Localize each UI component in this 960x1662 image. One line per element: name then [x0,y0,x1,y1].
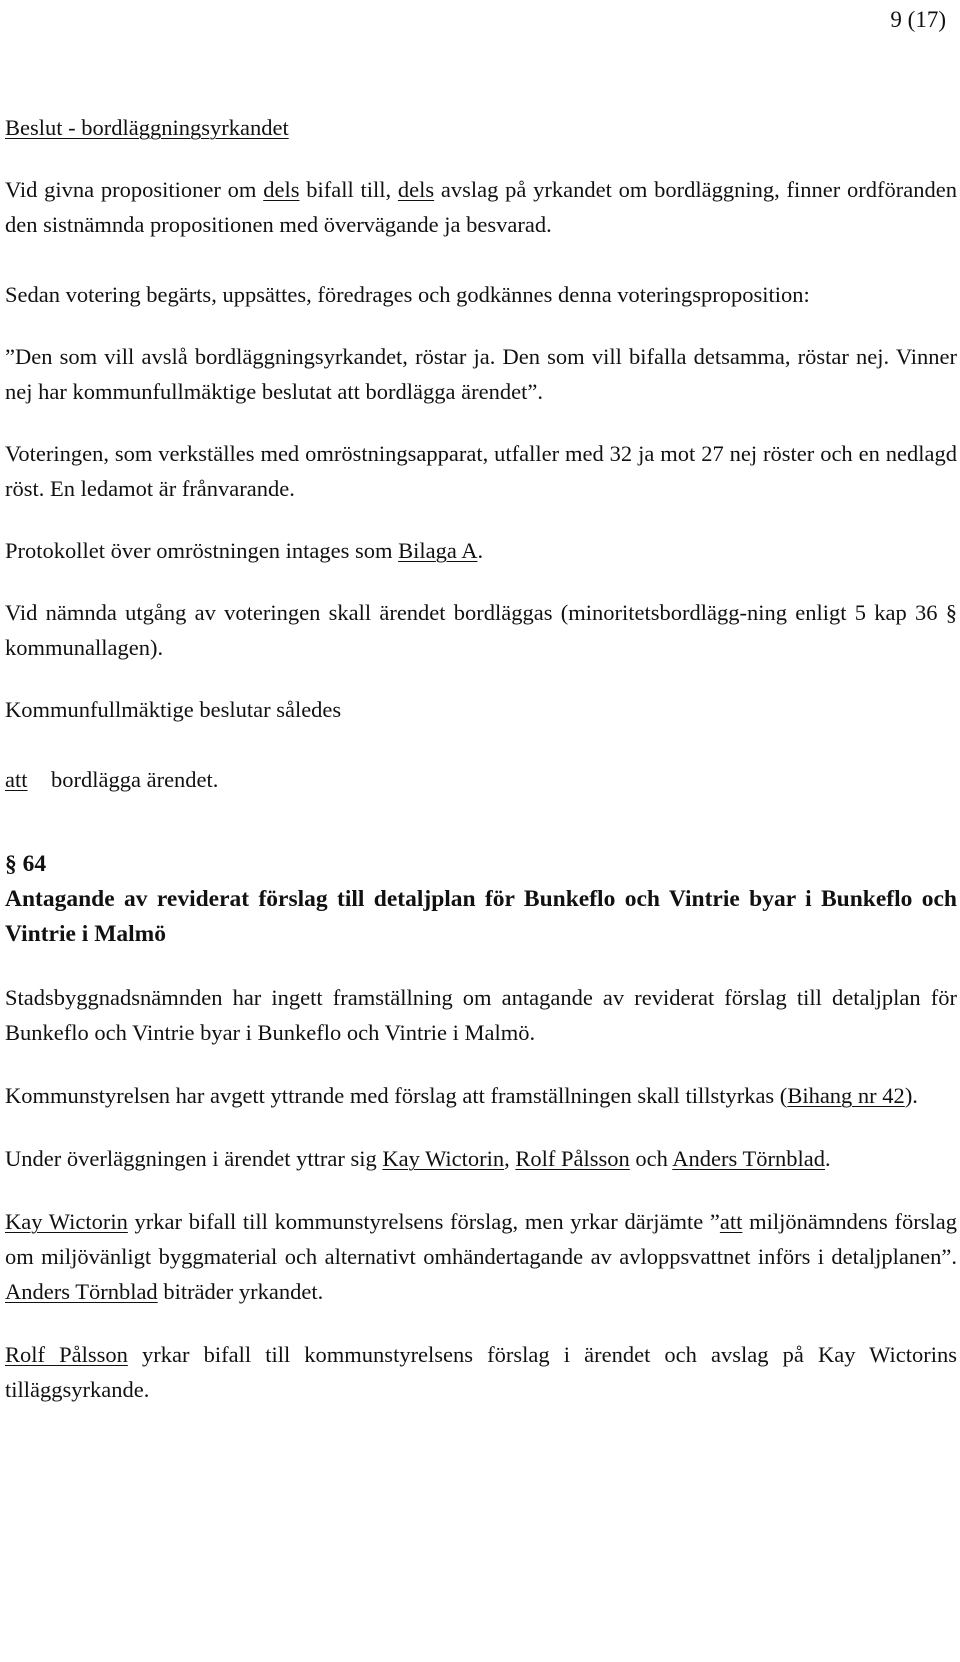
wictorin-yrkande-paragraph: Kay Wictorin yrkar bifall till kommunstyrelsens förslag, men yrkar därjämte ”att miljönämndens förslag om miljövänligt byggmaterial och alternativt omhändertagande av avloppsvattnet införs i detaljplanen”. Anders Törnblad biträder yrkandet. [5,1209,957,1304]
bihang-link[interactable]: Bihang nr 42 [787,1083,905,1108]
speaker-name: Kay Wictorin [382,1146,505,1171]
overlaggning-paragraph: Under överläggningen i ärendet yttrar sig Kay Wictorin, Rolf Pålsson och Anders Törnblad. [5,1146,831,1171]
protokoll-paragraph: Protokollet över omröstningen intages som Bilaga A. [5,538,484,563]
speaker-name: Kay Wictorin [5,1209,128,1234]
voteringsresultat-paragraph: Voteringen, som verkställes med omröstningsapparat, utfaller med 32 ja mot 27 nej röster och en nedlagd röst. En ledamot är frånvarande. [5,441,957,501]
voteringsproposition-quote: ”Den som vill avslå bordläggningsyrkandet, röstar ja. Den som vill bifalla detsamma, röstar nej. Vinner nej har kommunfullmäktige beslutat att bordlägga ärendet”. [5,344,957,404]
kommunstyrelsen-paragraph: Kommunstyrelsen har avgett yttrande med förslag att framställningen skall tillstyrkas (Bihang nr 42). [5,1083,918,1108]
beslut-intro: Kommunfullmäktige beslutar således [5,697,342,722]
palsson-yrkande-paragraph: Rolf Pålsson yrkar bifall till kommunstyrelsens förslag i ärendet och avslag på Kay Wictorins tilläggsyrkande. [5,1342,958,1402]
beslut-att-clause: att bordlägga ärendet. [5,762,957,797]
bilaga-a-link[interactable]: Bilaga A [398,538,478,563]
att-label: att [5,767,28,792]
speaker-name: Anders Törnblad [5,1279,158,1304]
speaker-name: Anders Törnblad [672,1146,825,1171]
proposition-paragraph: Vid givna propositioner om dels bifall till, dels avslag på yrkandet om bordläggning, finner ordföranden den sistnämnda propositionen med övervägande ja besvarad. [5,177,957,237]
page-number: 9 (17) [890,7,946,32]
speaker-name: Rolf Pålsson [5,1342,128,1367]
bordlaggning-paragraph: Vid nämnda utgång av voteringen skall ärendet bordläggas (minoritetsbordlägg-ning enligt 5 kap 36 § kommunallagen). [5,600,957,660]
att-underlined: att [719,1209,743,1234]
dels-underlined: dels [263,177,300,202]
votering-paragraph: Sedan votering begärts, uppsättes, föredrages och godkännes denna voteringsproposition: [5,282,810,307]
speaker-name: Rolf Pålsson [515,1146,630,1171]
document-body [5,110,957,1407]
section-title: Antagande av reviderat förslag till detaljplan för Bunkeflo och Vintrie byar i Bunkeflo och Vintrie i Malmö [5,886,957,947]
dels-underlined: dels [397,177,435,202]
section-number: § 64 [5,851,47,877]
stadsbyggnad-paragraph: Stadsbyggnadsnämnden har ingett framställning om antagande av reviderat förslag till detaljplan för Bunkeflo och Vintrie byar i Bunkeflo och Vintrie i Malmö. [5,985,957,1045]
decision-heading: Beslut - bordläggningsyrkandet [5,115,289,140]
